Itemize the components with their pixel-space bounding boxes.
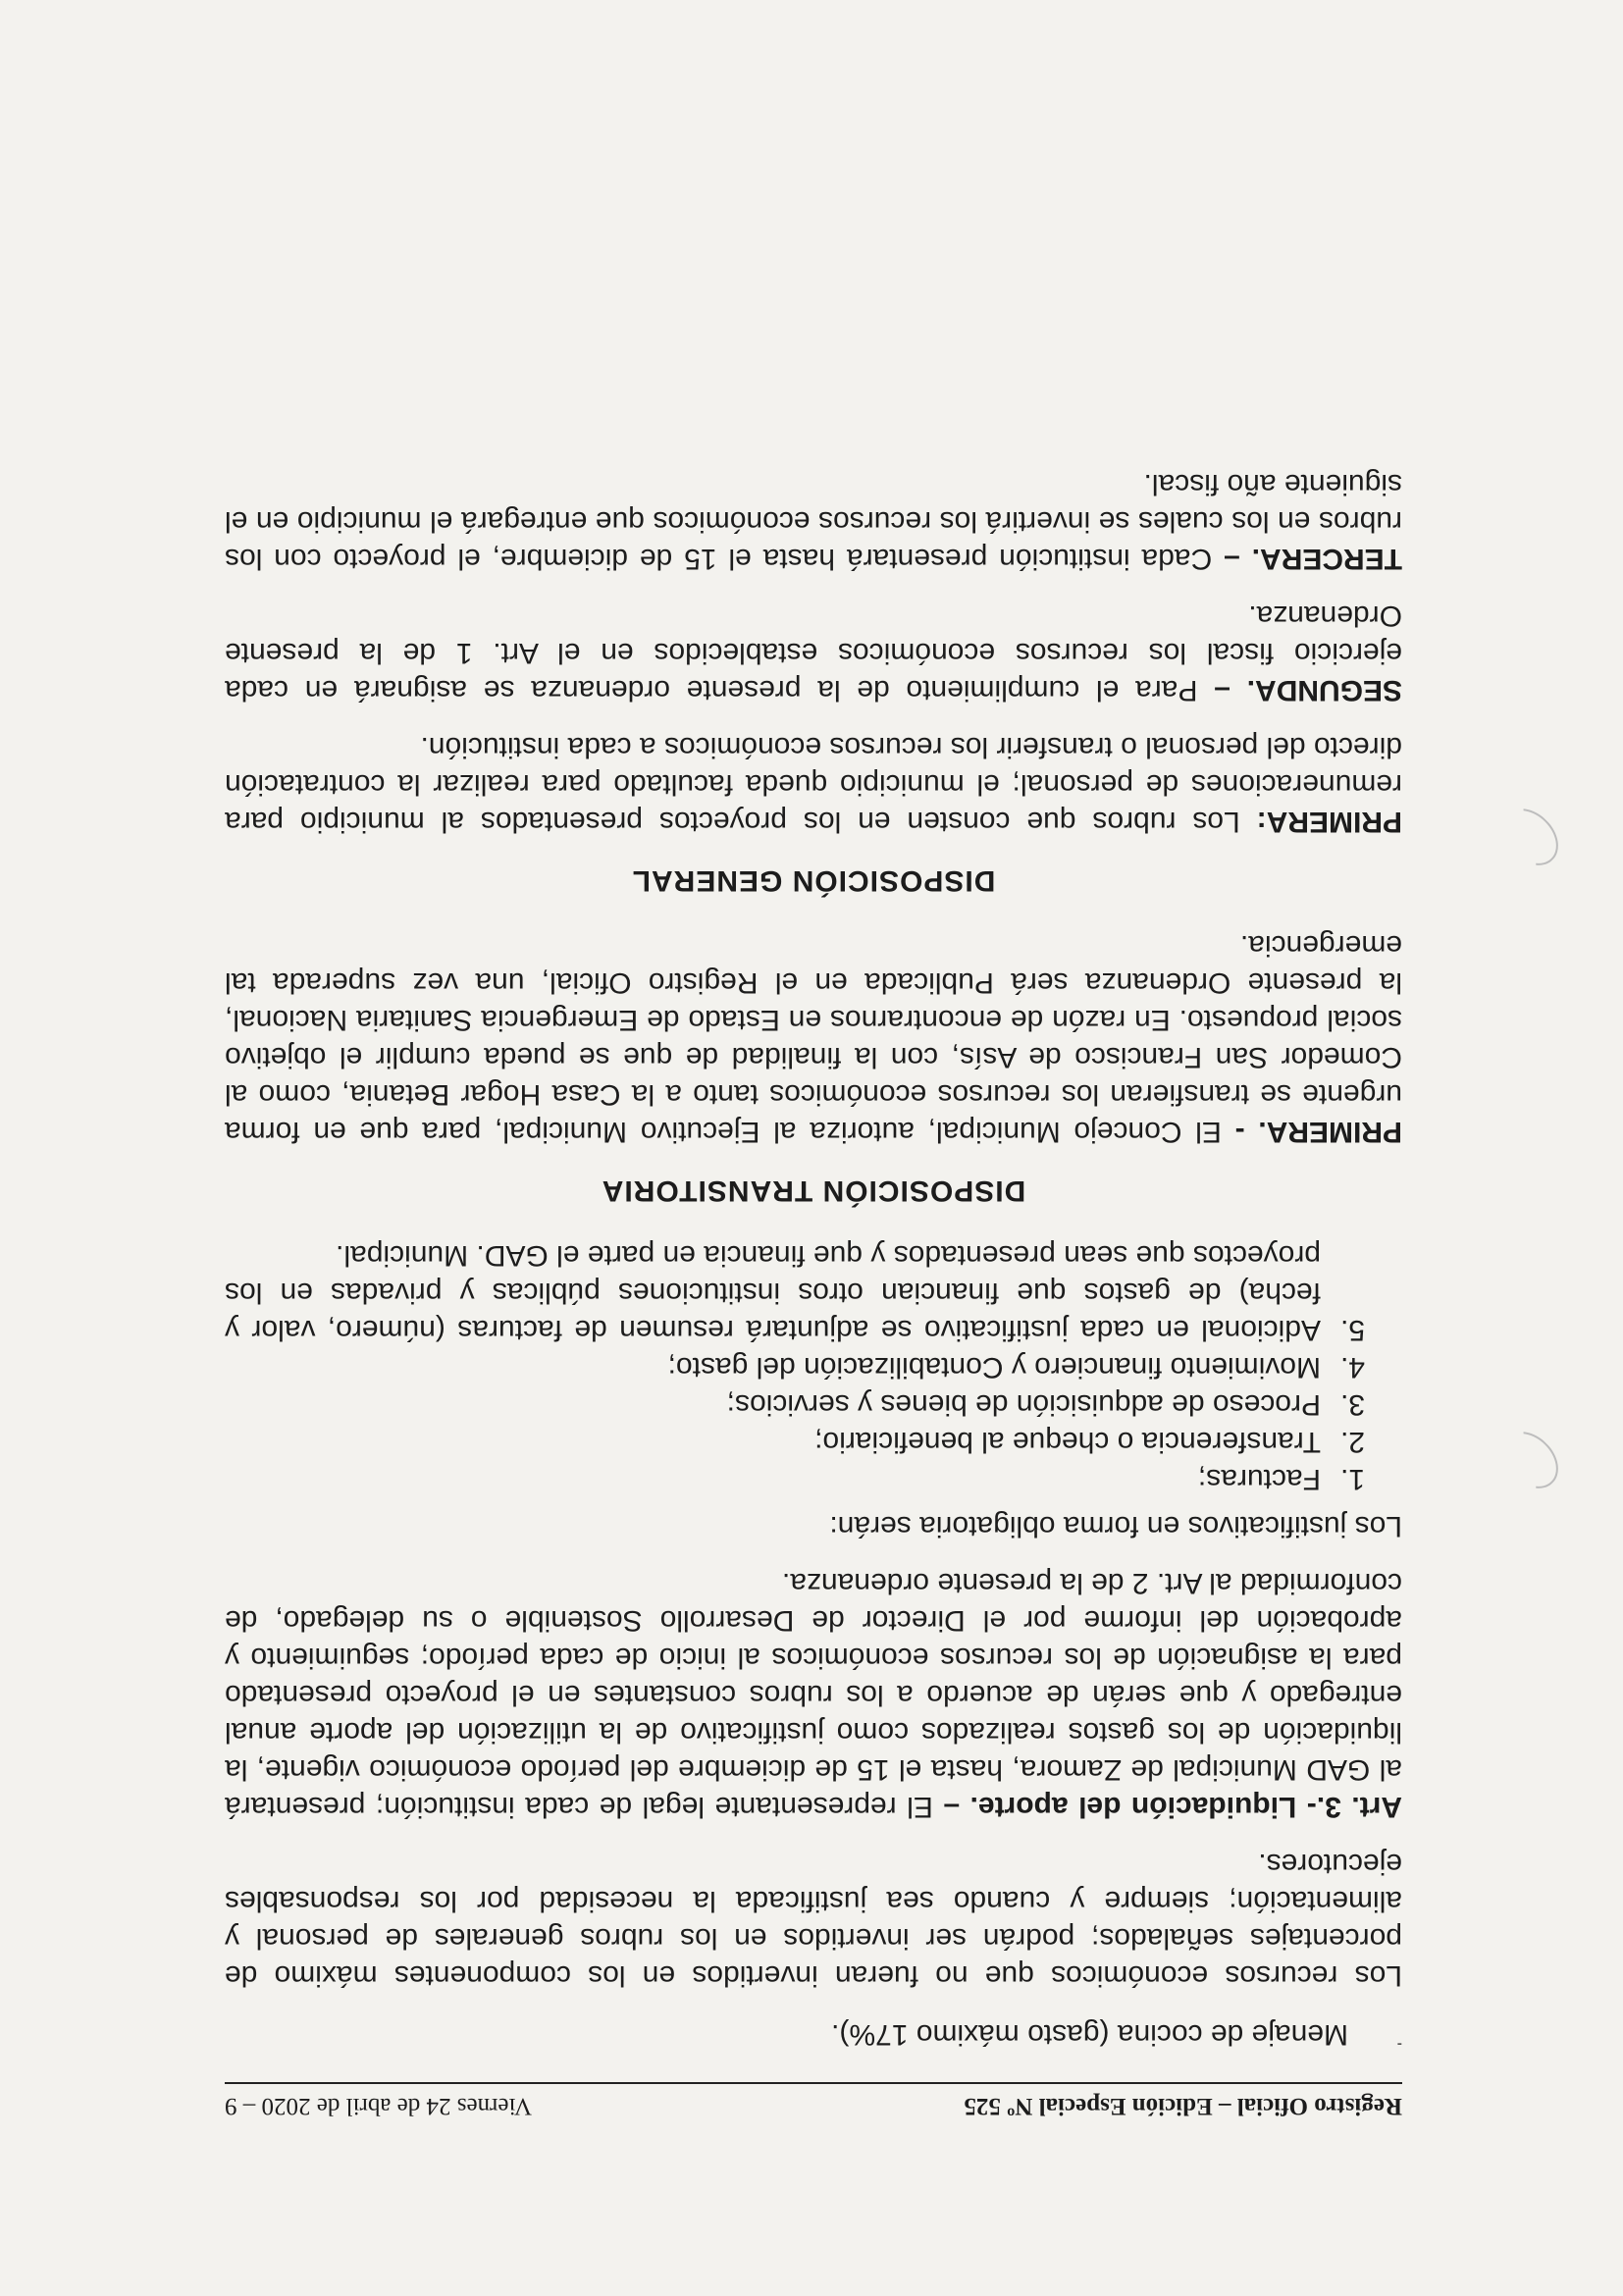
- page-header: [225, 2082, 1402, 2119]
- list-item-number: 3.: [1339, 1388, 1365, 1421]
- general-title: DISPOSICIÓN GENERAL: [631, 864, 996, 897]
- bullet-text: Menaje de cocina (gasto máximo 17%).: [831, 2018, 1348, 2051]
- bullet-mark: -: [1396, 2036, 1402, 2053]
- list-item-number: 2.: [1339, 1426, 1365, 1458]
- transitoria-title: DISPOSICIÓN TRANSITORIA: [601, 1174, 1026, 1207]
- justificativos-intro: Los justificativos en forma obligatoria serán:: [829, 1510, 1402, 1542]
- general-primera-text: Los rubros que consten en los proyectos presentados al municipio para remuneraciones de personal; el municipio queda facultado para realizar la contratación directo del personal o transferir los recursos económicos a cada institución.: [225, 731, 1402, 838]
- list-item-text: Adicional en cada justificativo se adjuntará resumen de facturas (número, valor y fecha) de gastos que financian otros instituciones públicas y privadas en los proyectos que sean presentados y que financia en parte el GAD. Municipal.: [225, 1239, 1321, 1346]
- list-item-text: Proceso de adquisición de bienes y servicios;: [726, 1388, 1321, 1421]
- general-primera: [225, 728, 1402, 840]
- transitoria-primera-heading: PRIMERA. -: [1234, 1116, 1402, 1148]
- general-tercera: [225, 465, 1402, 577]
- article-3-heading: Art. 3.- Liquidación del aporte. –: [943, 1791, 1402, 1823]
- header-date-page: Viernes 24 de abril de 2020 – 9: [225, 2093, 533, 2119]
- general-tercera-text: Cada institución presentará hasta el 15 de diciembre, el proyecto con los rubros en los cuales se invertirá los recursos económicos que entregará el municipio en el siguiente año fiscal.: [225, 468, 1402, 575]
- general-tercera-heading: TERCERA. –: [1224, 543, 1402, 575]
- general-segunda-heading: SEGUNDA. –: [1214, 674, 1402, 706]
- list-item-number: 1.: [1339, 1463, 1365, 1495]
- list-item: [225, 1423, 1365, 1460]
- general-primera-heading: PRIMERA:: [1256, 806, 1402, 838]
- justificativos-list: [225, 1236, 1365, 1497]
- list-item: [225, 1348, 1365, 1385]
- article-3: [225, 1564, 1402, 1825]
- document-body: [225, 445, 1402, 2119]
- list-item: [225, 1236, 1402, 1348]
- general-segunda-text: Para el cumplimiento de la presente ordenanza se asignará en cada ejercicio fiscal los recursos económicos establecidos en el Art. 1 de la presente Ordenanza.: [225, 600, 1402, 706]
- list-item-number: 4.: [1339, 1351, 1365, 1383]
- list-item: [225, 1460, 1365, 1497]
- paragraph-recursos: Los recursos económicos que no fueran invertidos en los componentes máximo de porcentajes señalados; podrán ser invertidos en los rubros generales de personal y alimentación; siempre y cuando sea justificada la necesidad por los responsables ejecutores.: [225, 1848, 1402, 1992]
- article-3-text: El representante legal de cada institución; presentará al GAD Municipal de Zamora, hasta el 15 de diciembre del período económico vigente, la liquidación de los gastos realizados como justificativo de la utilización del aporte anual entregado y que serán de acuerdo a los rubros constantes en el proyecto presentado para la asignación de los recursos económicos al inicio de cada período; seguimiento y aprobación del informe por el Director de Desarrollo Sostenible o su delegado, de conformidad al Art. 2 de la presente ordenanza.: [225, 1567, 1402, 1823]
- list-item-text: Transferencia o cheque al beneficiario;: [814, 1426, 1321, 1458]
- header-publication: Registro Oficial – Edición Especial Nº 525: [964, 2093, 1402, 2119]
- general-segunda: [225, 597, 1402, 708]
- transitoria-primera: [225, 926, 1402, 1150]
- list-item-number: 5.: [1339, 1314, 1365, 1346]
- transitoria-primera-text: El Concejo Municipal, autoriza al Ejecutivo Municipal, para que en forma urgente se transfieran los recursos económicos tanto a la Casa Hogar Betania, como al Comedor San Francisco de Asís, con la finalidad de que se pueda cumplir el objetivo social propuesto. En razón de encontrarnos en Estado de Emergencia Sanitaria Nacional, la presente Ordenanza será Publicada en el Registro Oficial, una vez superada tal emergencia.: [225, 929, 1402, 1148]
- list-item-text: Facturas;: [1197, 1463, 1321, 1495]
- list-item-text: Movimiento financiero y Contabilización del gasto;: [667, 1351, 1321, 1383]
- list-item: [225, 1385, 1365, 1423]
- top-bullet: [225, 2015, 1402, 2053]
